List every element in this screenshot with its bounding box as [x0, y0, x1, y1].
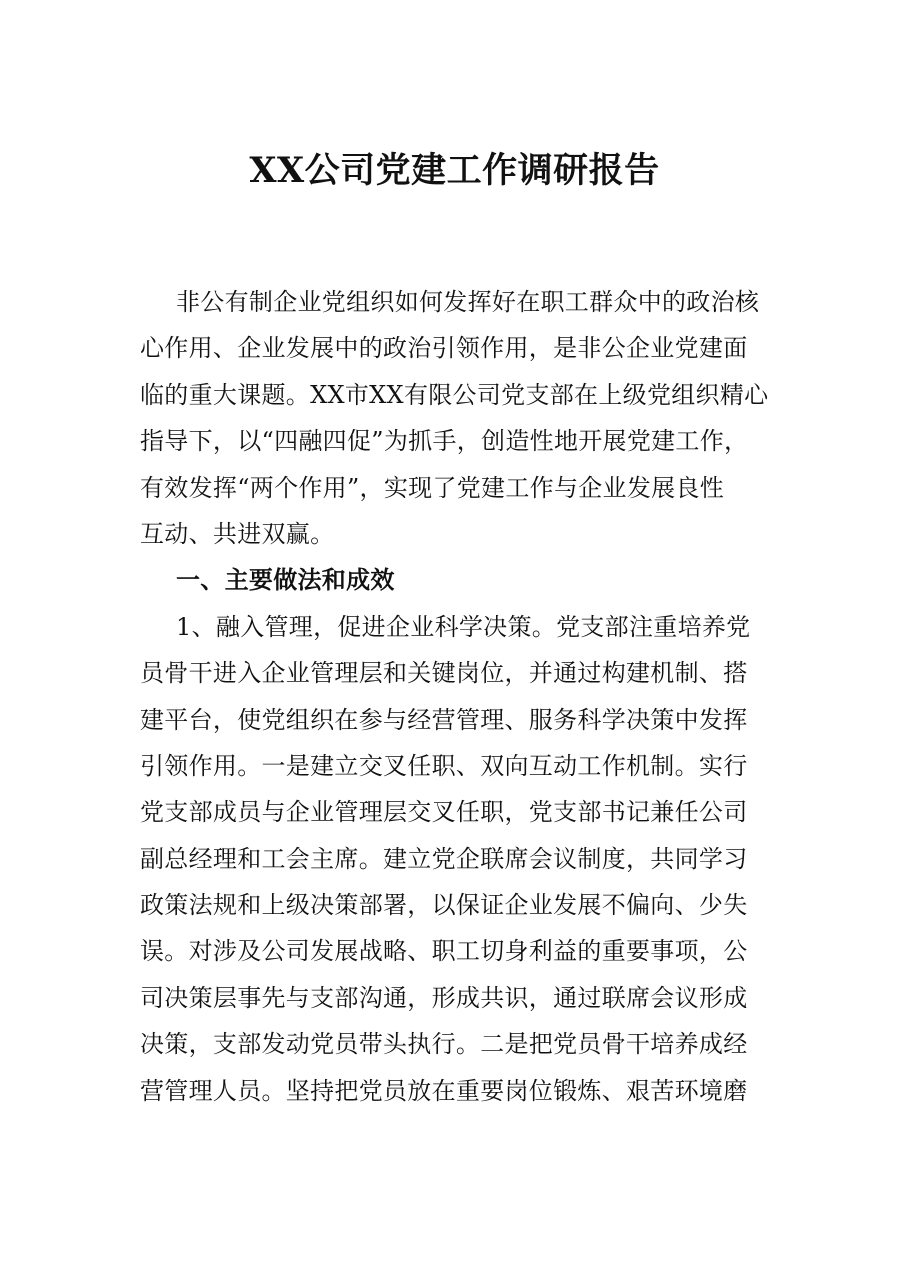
paragraph-line: 建平台，使党组织在参与经营管理、服务科学决策中发挥: [140, 705, 748, 734]
paragraph-line: 误。对涉及公司发展战略、职工切身利益的重要事项，公: [140, 937, 748, 966]
paragraph-line: 1、融入管理，促进企业科学决策。党支部注重培养党: [176, 612, 751, 641]
paragraph-line: 临的重大课题。XX市XX有限公司党支部在上级党组织精心: [140, 380, 769, 409]
paragraph-line: 员骨干进入企业管理层和关键岗位，并通过构建机制、搭: [140, 659, 748, 688]
paragraph-line: 互动、共进双赢。: [140, 519, 335, 548]
paragraph-line: 心作用、企业发展中的政治引领作用，是非公企业党建面: [140, 334, 748, 363]
paragraph-line: 营管理人员。坚持把党员放在重要岗位锻炼、艰苦环境磨: [140, 1076, 748, 1105]
paragraph-line: 引领作用。一是建立交叉任职、双向互动工作机制。实行: [140, 751, 748, 780]
document-title: XX公司党建工作调研报告: [249, 150, 660, 191]
paragraph-line: 非公有制企业党组织如何发挥好在职工群众中的政治核: [176, 288, 760, 316]
paragraph-line: 决策，支部发动党员带头执行。二是把党员骨干培养成经: [140, 1030, 748, 1059]
paragraph-line: 政策法规和上级决策部署，以保证企业发展不偏向、少失: [140, 891, 748, 920]
paragraph-line: 司决策层事先与支部沟通，形成共识，通过联席会议形成: [140, 983, 748, 1012]
paragraph-line: 有效发挥“两个作用”，实现了党建工作与企业发展良性: [140, 473, 725, 502]
paragraph-line: 党支部成员与企业管理层交叉任职，党支部书记兼任公司: [140, 798, 748, 827]
paragraph-line: 指导下，以“四融四促”为抓手，创造性地开展党建工作，: [140, 427, 749, 456]
paragraph-line: 副总经理和工会主席。建立党企联席会议制度，共同学习: [140, 844, 748, 873]
document-body: [140, 279, 780, 1114]
section-heading: 一、主要做法和成效: [176, 566, 395, 595]
